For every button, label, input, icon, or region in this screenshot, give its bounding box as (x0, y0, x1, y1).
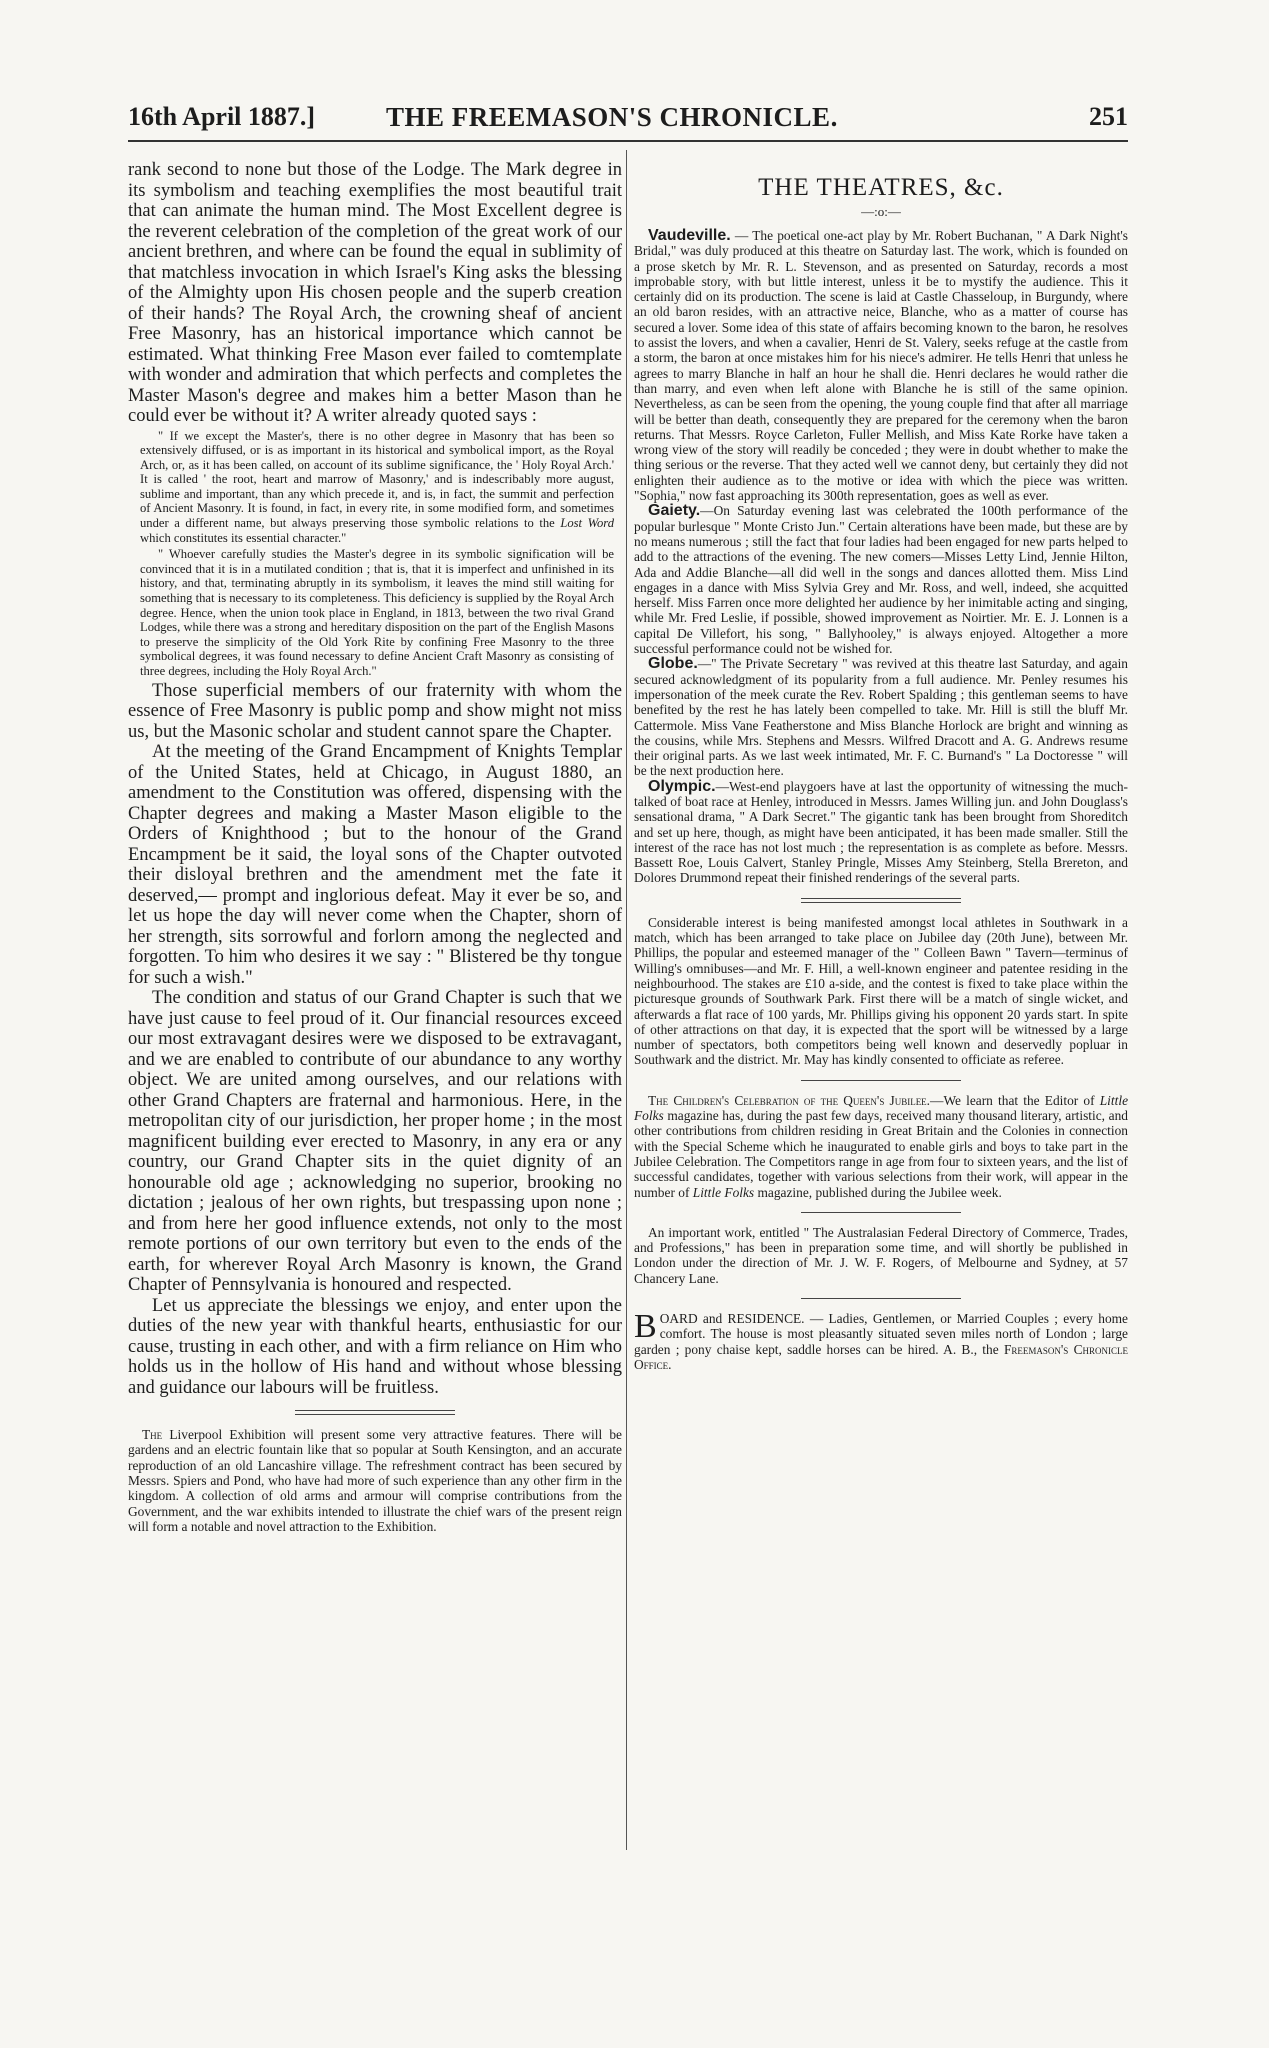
article-paragraph: rank second to none but those of the Lodge. The Mark degree in its symbolism and teaching exemplifies the most beautiful trait that can animate the human mind. The Most Excellent degree is the reverent celebration of the completion of the great work of our ancient brethren, and where can be found the equal in sublimity of that matchless invocation in which Israel's King asks the blessing of the Almighty upon His chosen people and the superb creation of their hands? The Royal Arch, the crowning sheaf of ancient Free Masonry, has an historical importance which cannot be estimated. What thinking Free Mason ever failed to comtemplate with wonder and admiration that which perfects and completes the Master Mason's degree and makes him a better Mason than he could ever be without it? A writer already quoted says : (128, 160, 622, 426)
section-title: THE THEATRES, &c. (758, 174, 1004, 201)
directory-note: An important work, entitled " The Australasian Federal Directory of Commerce, Trades, and Professions," has been in preparation some time, and will shortly be published in London under the direction of Mr. J. W. F. Rogers, of Melbourne and Sydney, at 57 Chancery Lane. (634, 1224, 1128, 1286)
article-paragraph: At the meeting of the Grand Encampment of Knights Templar of the United States, held at Chicago, in August 1880, an amendment to the Constitution was offered, dispensing with the Chapter degrees and making a Master Mason eligible to the Orders of Knighthood ; but to the honour of the Grand Encampment be it said, the loyal sons of the Chapter outvoted their disloyal brethren and the amendment met the fate it deserved,— prompt and inglorious defeat. May it ever be so, and let us hope the day will never come when the Chapter, shorn of her strength, sits sorrowful and forlorn among the neglected and forgotten. To him who desires it we say : " Blistered be thy tongue for such a wish." (128, 742, 622, 988)
review-globe: Globe.—" The Private Secretary " was revived at this theatre last Saturday, and again secured acknowledgment of its popularity from a full audience. Mr. Penley resumes his impersonation of the meek curate the Rev. Robert Spalding ; this gentleman seems to have benefited by the rest he has lately been compelled to take. Mr. Hill is still the bluff Mr. Cattermole. Miss Vane Featherstone and Miss Blanche Horlock are bright and winning as the cousins, while Mrs. Stephens and Messrs. Wilfred Dracott and A. G. Andrews resume their original parts. As we last week intimated, Mr. F. C. Burnand's " La Doctoresse " will be the next production here. (634, 655, 1128, 779)
left-column (128, 160, 622, 1534)
masthead-title: THE FREEMASON'S CHRONICLE. (386, 102, 838, 132)
ornament-divider: —:o:— (861, 204, 901, 219)
issue-date: 16th April 1887.] (128, 102, 316, 131)
section-rule (801, 1080, 961, 1081)
review-vaudeville: Vaudeville. — The poetical one-act play by Mr. Robert Buchanan, " A Dark Night's Bridal," was duly produced at this theatre on Saturday last. The work, which is founded on a prose sketch by Mr. R. L. Stevenson, and as presented on Saturday, records a most improbable story, with but little interest, unless it be to mystify the audience. This it certainly did on its production. The scene is laid at Castle Chasseloup, in Burgundy, where an old baron resides, with an attractive neice, Blanche, who as a matter of course has secured a lover. Some idea of this state of affairs becoming known to the baron, he resolves to assist the lovers, and when a cavalier, Henri de St. Valery, seeks refuge at the castle from a storm, the baron at once mistakes him for his niece's admirer. He tells Henri that unless he agrees to marry Blanche in half an hour he shall die. Henri declares he would rather die than marry, and even when left alone with Blanche he is still of the same opinion. Nevertheless, as can be seen from the opening, the young couple find that after all marriage will be better than death, consequently they are prepared for the ceremony when the baron returns. That Messrs. Royce Carleton, Fuller Mellish, and Miss Kate Rorke have taken a wrong view of the story will readily be conceded ; they were in doubt whether to make the thing serious or the reverse. That they acted well we cannot deny, but certainly they did not enlighten their audience as to the motive or idea with which the piece was written. "Sophia," now fast approaching its 300th representation, goes as well as ever. (634, 227, 1128, 504)
review-olympic: Olympic.—West-end playgoers have at last the opportunity of witnessing the much-talked of boat race at Henley, introduced in Messrs. James Willing jun. and John Douglass's sensational drama, " A Dark Secret." The gigantic tank has been brought from Shoreditch and set up here, though, as might have been anticipated, it has been made smaller. Still the interest of the race has not lost much ; the representation is as complete as before. Messrs. Bassett Roe, Louis Calvert, Stanley Pringle, Misses Amy Steinberg, Stella Brereton, and Dolores Drummond repeat their finished renderings of the several parts. (634, 777, 1128, 886)
childrens-celebration-note: The Children's Celebration of the Queen's Jubilee.—We learn that the Editor of Little Folks magazine has, during the past few days, received many thousand literary, artistic, and other contributions from children residing in Great Britain and the Colonies in connection with the Special Scheme which he inaugurated to enable girls and boys to take part in the Jubilee Celebration. The Competitors range in age from four to sixteen years, and the list of successful candidates, together with various selections from their work, will appear in the number of Little Folks magazine, published during the Jubilee week. (634, 1092, 1129, 1200)
page-header (128, 102, 1128, 142)
section-rule (801, 1212, 961, 1213)
block-quote: " Whoever carefully studies the Master's degree in its symbolic signification will be convinced that it is in a mutilated condition ; that is, that it is imperfect and unfinished in its history, and that, terminating abruptly in its symbolism, it leaves the mind still waiting for something that is necessary to its completeness. This deficiency is supplied by the Royal Arch degree. Hence, when the union took place in England, in 1813, between the two rival Grand Lodges, while there was a strong and hereditary disposition on the part of the English Masons to preserve the simplicity of the Old York Rite by confining Free Masonry to the three symbolical degrees, it was found necessary to define Ancient Craft Masonry as consisting of three degrees, including the Holy Royal Arch." (140, 547, 614, 678)
section-rule (801, 1298, 961, 1299)
review-gaiety: Gaiety.—On Saturday evening last was celebrated the 100th performance of the popular burlesque " Monte Cristo Jun." Certain alterations have been made, but these are by no means numerous ; still the fact that four ladies had been engaged for new parts helped to add to the attractions of the evening. The new comers—Misses Letty Lind, Jennie Hilton, Ada and Addie Blanche—all did well in the songs and dances allotted them. Miss Lind engages in a dance with Miss Sylvia Grey and Mr. Ross, and well, indeed, she acquitted herself. Miss Farren once more delighted her audience by her inimitable acting and singing, while Mr. Fred Leslie, if possible, showed improvement as Noirtier. Mr. E. J. Lonnen is a capital De Villefort, his song, " Ballyhooley," is always enjoyed. Altogether a more successful performance could not be wished for. (634, 502, 1128, 657)
right-column (634, 160, 1128, 1372)
page-number: 251 (1089, 102, 1128, 131)
liverpool-exhibition-note: The Liverpool Exhibition will present some very attractive features. There will be gardens and an electric fountain like that so popular at South Kensington, and an accurate reproduction of an old Lancashire village. The refreshment contract has been secured by Messrs. Spiers and Pond, who have had more of such experience than any other firm in the kingdom. A collection of old arms and armour will comprise contributions from the Government, and the war exhibits intended to illustrate the chief wars of the present reign will form a notable and novel attraction to the Exhibition. (128, 1427, 622, 1534)
column-divider (626, 150, 627, 1850)
article-paragraph: Let us appreciate the blessings we enjoy, and enter upon the duties of the new year with thankful hearts, enthusiastic for our cause, trusting in each other, and with a firm reliance on Him who holds us in the hollow of His hand and without whose blessing and guidance our labours will be fruitless. (128, 1295, 622, 1398)
article-paragraph: Those superficial members of our fraternity with whom the essence of Free Masonry is public pomp and show might not miss us, but the Masonic scholar and student cannot spare the Chapter. (128, 680, 622, 742)
article-paragraph: The condition and status of our Grand Chapter is such that we have just cause to feel proud of it. Our financial resources exceed our most extravagant desires were we disposed to be extravagant, and we are enabled to contribute of our abundance to any worthy object. We are united among ourselves, and our relations with other Grand Chapters are fraternal and harmonious. Here, in the metropolitan city of our jurisdiction, her proper home ; in the most magnificent building ever erected to Masonry, in any era or any country, our Grand Chapter sits in the quiet dignity of an honourable old age ; acknowledging no superior, brooking no dictation ; jealous of her own rights, but trespassing upon none ; and from here her good influence extends, not only to the most remote portions of our own territory but even to the ends of the earth, for wherever Royal Arch Masonry is known, the Grand Chapter of Pennsylvania is honoured and respected. (128, 988, 622, 1296)
section-rule (801, 898, 961, 903)
section-rule (295, 1410, 455, 1415)
board-residence-ad: BOARD and RESIDENCE. — Ladies, Gentlemen, or Married Couples ; every home comfort. The house is most pleasantly situated seven miles north of London ; large garden ; pony chaise kept, saddle horses can be hired. A. B., the Freemason's Chronicle Office. (634, 1308, 1128, 1372)
drop-cap: B (634, 1308, 657, 1345)
block-quote: " If we except the Master's, there is no other degree in Masonry that has been so extensively diffused, or is as important in its historical and symbolical import, as the Royal Arch, or, as it has been called, on account of its sublime significance, the ' Holy Royal Arch.' It is called ' the root, heart and marrow of Masonry,' and is indescribably more august, sublime and important, than any which precede it, and is, in fact, the summit and perfection of Ancient Masonry. It is found, in fact, in every rite, in some modified form, and sometimes under a different name, but always preserving those symbolic relations to the Lost Word which constitutes its essential character." (140, 428, 614, 545)
header-rule (128, 140, 1128, 142)
athletes-match-note: Considerable interest is being manifested amongst local athletes in Southwark in a match, which has been arranged to take place on Jubilee day (20th June), between Mr. Phillips, the popular and esteemed manager of the " Colleen Bawn " Tavern—terminus of Willing's omnibuses—and Mr. F. Hill, a well-known engineer and patentee residing in the neighbourhood. The stakes are £10 a-side, and the contest is fixed to take place within the picturesque grounds of Southwark Park. First there will be a match of single wicket, and afterwards a flat race of 100 yards, Mr. Phillips giving his opponent 20 yards start. In spite of other attractions on that day, it is expected that the sport will be witnessed by a large number of spectators, both competitors being well known and deservedly popluar in Southwark and the district. Mr. May has kindly consented to officiate as referee. (634, 914, 1128, 1068)
